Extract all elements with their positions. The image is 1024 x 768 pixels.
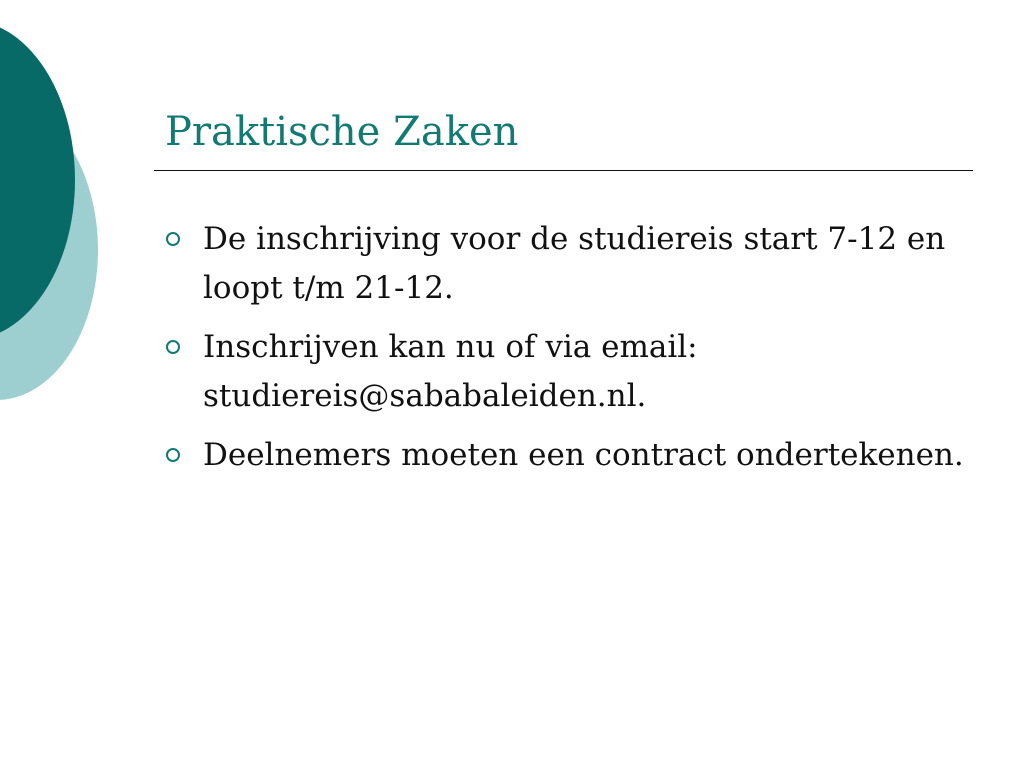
slide-title: Praktische Zaken [165,109,519,155]
bullet-text: Deelnemers moeten een contract ondertekenen. [203,437,964,473]
title-divider [154,170,973,171]
bullet-text: Inschrijven kan nu of via email: studiereis@sababaleiden.nl. [203,329,698,414]
bullet-item-registration-dates [163,215,983,313]
hollow-circle-icon [166,340,180,354]
bullet-list [163,215,983,490]
hollow-circle-icon [166,232,180,246]
bullet-item-contract [163,431,983,480]
bullet-item-registration-email [163,323,983,421]
hollow-circle-icon [166,448,180,462]
bullet-text: De inschrijving voor de studiereis start 7-12 en loopt t/m 21-12. [203,221,946,306]
